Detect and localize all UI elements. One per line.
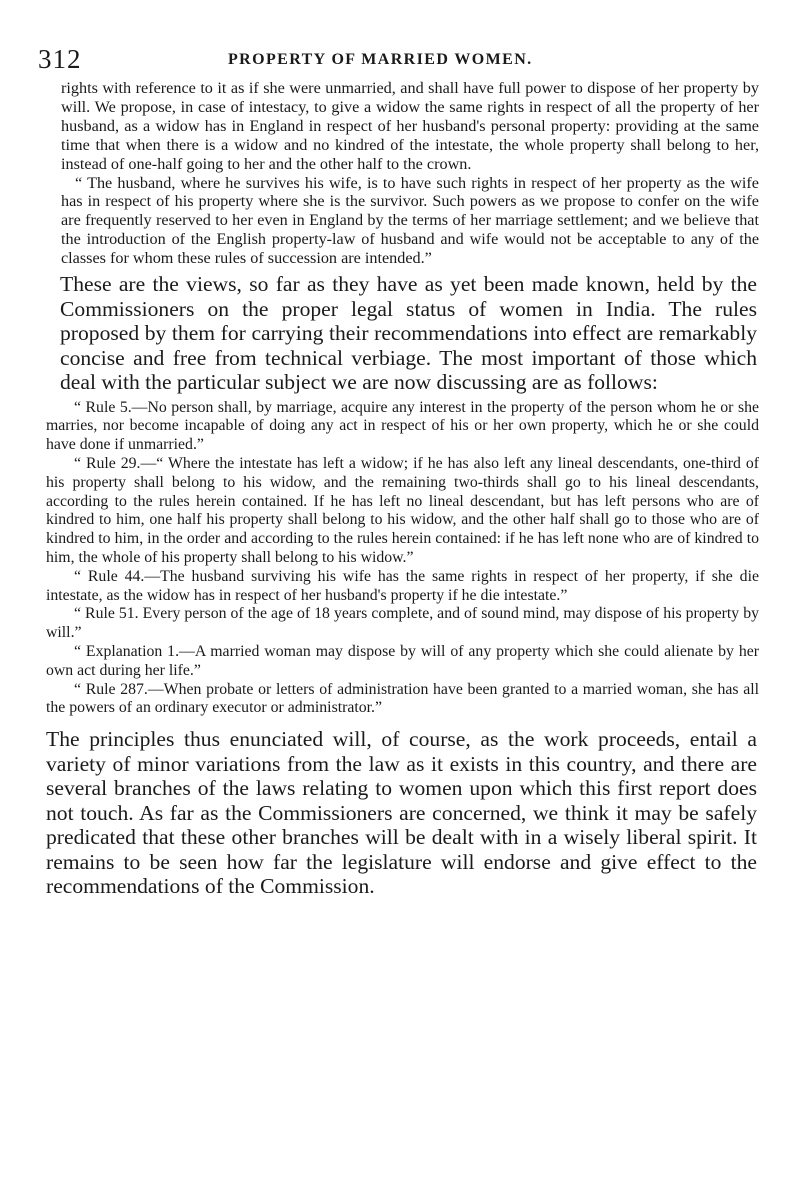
quote-paragraph: “ The husband, where he survives his wife, is to have such rights in respect of her property as the wife has in respect of his property where she is the survivor. Such powers as we propose to confer on the wife are frequently reserved to her even in England by the terms of her marriage settlement; and we believe that the introduction of the English property-law of husband and wife would not be acceptable to any of the classes for whom these rules of succession are intended.” bbox=[61, 173, 759, 268]
rule-paragraph: “ Explanation 1.—A married woman may dispose by will of any property which she could alienate by her own act during her life.” bbox=[46, 642, 759, 679]
running-title: PROPERTY OF MARRIED WOMEN. bbox=[228, 51, 533, 68]
rule-paragraph: “ Rule 5.—No person shall, by marriage, acquire any interest in the property of the person whom he or she marries, nor become incapable of doing any act in respect of his or her own property, which he or she could have done if unmarried.” bbox=[46, 398, 759, 454]
body-paragraph: The principles thus enunciated will, of course, as the work proceeds, entail a variety of minor variations from the law as it exists in this country, and there are several branches of the laws relating to women upon which this first report does not touch. As far as the Commissioners are concerned, we think it may be safely predicated that these other branches will be dealt with in a wisely liberal spirit. It remains to be seen how far the legislature will endorse and give effect to the recommendations of the Commission. bbox=[46, 727, 757, 899]
page-header bbox=[38, 44, 761, 74]
body-paragraph: These are the views, so far as they have as yet been made known, held by the Commissioners on the proper legal status of women in India. The rules proposed by them for carrying their recommendations into effect are remarkably concise and free from technical verbiage. The most important of those which deal with the particular subject we are now discussing are as follows: bbox=[60, 272, 757, 395]
rules-quotation bbox=[38, 399, 761, 719]
quote-paragraph: rights with reference to it as if she were unmarried, and shall have full power to dispose of her property by will. We propose, in case of intestacy, to give a widow the same rights in respect of all the property of her husband, as a widow has in England in respect of her husband's personal property: providing at the same time that when there is a widow and no kindred of the intestate, the whole property shall belong to her, instead of one-half going to her and the other half to the crown. bbox=[61, 79, 759, 173]
book-page bbox=[38, 44, 761, 1184]
rule-paragraph: “ Rule 29.—“ Where the intestate has left a widow; if he has also left any lineal descendants, one-third of his property shall belong to his widow, and the remaining two-thirds shall go to his lineal descendants, according to the rules herein contained. If he has left no lineal descendant, but has left persons who are of kindred to him, one half his property shall belong to his widow, and the other half shall go to those who are of kindred to him, in the order and according to the rules herein contained: if he has left none who are of kindred to him, the whole of his property shall belong to his widow.” bbox=[46, 454, 759, 566]
rule-paragraph: “ Rule 287.—When probate or letters of administration have been granted to a married woman, she has all the powers of an ordinary executor or administrator.” bbox=[46, 680, 759, 717]
rule-paragraph: “ Rule 44.—The husband surviving his wife has the same rights in respect of her property, if she die intestate, as the widow has in respect of her husband's property if he die intestate.” bbox=[46, 567, 759, 604]
page-number: 312 bbox=[38, 44, 82, 74]
rule-paragraph: “ Rule 51. Every person of the age of 18 years complete, and of sound mind, may dispose of his property by will.” bbox=[46, 605, 759, 642]
opening-quotation bbox=[38, 79, 761, 268]
